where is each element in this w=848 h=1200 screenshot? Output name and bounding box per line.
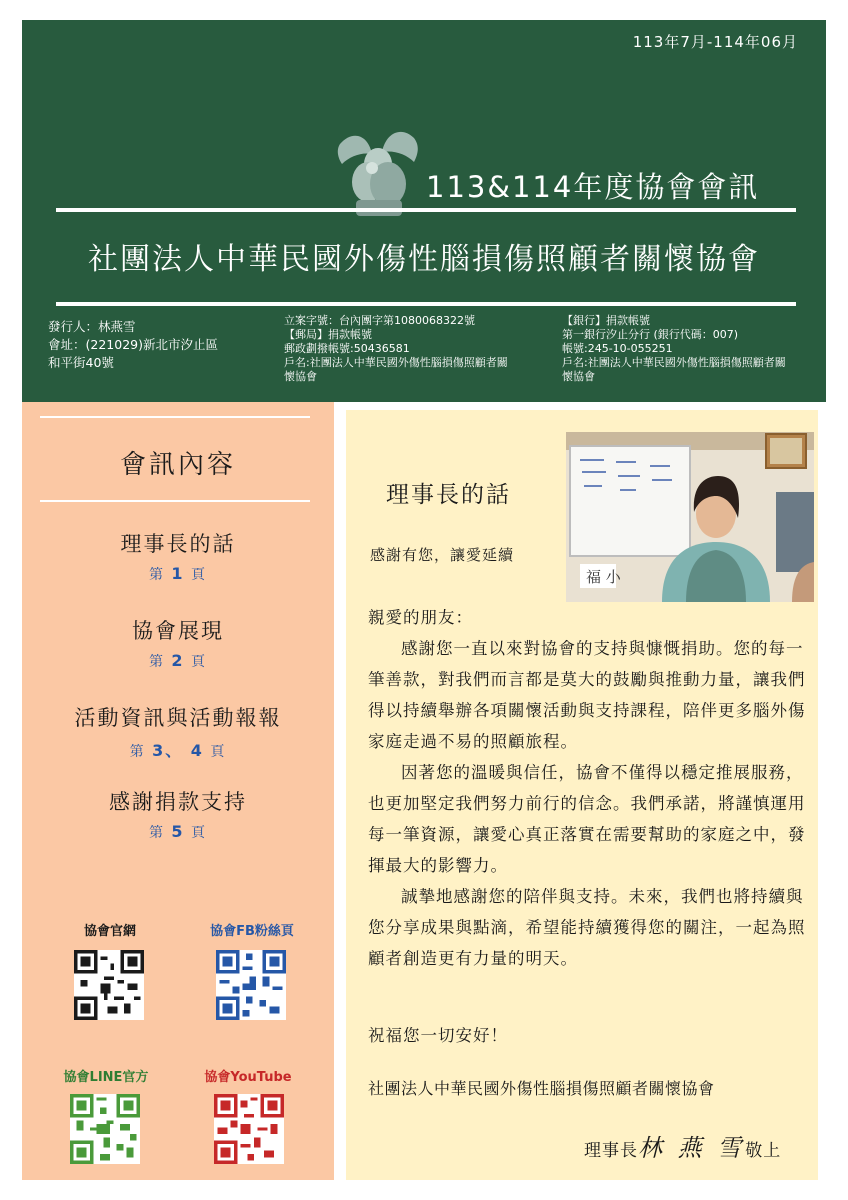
divider bbox=[40, 416, 310, 418]
divider bbox=[40, 500, 310, 502]
letter-subtitle: 感謝有您，讓愛延續 bbox=[370, 546, 515, 564]
paragraph: 誠摯地感謝您的陪伴與支持。未來，我們也將持續與您分享成果與點滴，希望能持續獲得您的關注，一起為照顧者創造更有力量的明天。 bbox=[368, 887, 806, 968]
toc-page: 第 2 頁 bbox=[148, 651, 208, 670]
qr-label-line: 協會LINE官方 bbox=[63, 1070, 149, 1085]
toc-item bbox=[22, 528, 334, 584]
post-account-name: 懷協會 bbox=[284, 370, 317, 383]
toc-item bbox=[22, 786, 334, 842]
divider bbox=[56, 302, 796, 306]
period: 113年7月-114年06月 bbox=[632, 33, 798, 51]
qr-code-website-icon[interactable] bbox=[74, 950, 144, 1020]
qr-code-facebook-icon[interactable] bbox=[216, 950, 286, 1020]
toc-item bbox=[22, 702, 334, 761]
post-heading: 【郵局】捐款帳號 bbox=[284, 328, 372, 341]
toc-page: 第 5 頁 bbox=[148, 822, 208, 841]
greeting: 親愛的朋友： bbox=[368, 608, 473, 627]
letter-title: 理事長的話 bbox=[386, 482, 511, 508]
president-signature bbox=[584, 1128, 781, 1163]
post-account: 郵政劃撥帳號:50436581 bbox=[284, 342, 410, 355]
qr-code-youtube-icon[interactable] bbox=[214, 1094, 284, 1164]
closing: 祝福您一切安好！ bbox=[368, 1026, 508, 1045]
publisher-line: 發行人：林燕雪 bbox=[48, 319, 136, 334]
issue-title: 113&114年度協會會訊 bbox=[426, 170, 760, 204]
qr-label-facebook: 協會FB粉絲頁 bbox=[210, 924, 294, 939]
bank-account-name: 戶名:社團法人中華民國外傷性腦損傷照顧者關 bbox=[562, 356, 786, 369]
president-letter bbox=[346, 410, 818, 1180]
org-name: 社團法人中華民國外傷性腦損傷照顧者關懷協會 bbox=[88, 242, 760, 277]
publisher-info bbox=[48, 318, 218, 372]
contents-sidebar bbox=[22, 402, 334, 1180]
bank-account-name: 懷協會 bbox=[562, 370, 595, 383]
toc-page: 第 1 頁 bbox=[148, 564, 208, 583]
paragraph: 感謝您一直以來對協會的支持與慷慨捐助。您的每一筆善款，對我們而言都是莫大的鼓勵與推動力量，讓我們得以持續舉辦各項關懷活動與支持課程，陪伴更多腦外傷家庭走過不易的照顧旅程。 bbox=[368, 639, 806, 751]
registration-line: 立案字號：台內團字第1080068322號 bbox=[284, 314, 475, 327]
address-line: 會址：(221029)新北市汐止區 bbox=[48, 337, 218, 352]
president-photo bbox=[566, 432, 814, 602]
photo-board-text: 福 小 bbox=[586, 568, 621, 586]
post-account-name: 戶名:社團法人中華民國外傷性腦損傷照顧者關 bbox=[284, 356, 508, 369]
toc-title: 理事長的話 bbox=[120, 532, 236, 556]
org-signature: 社團法人中華民國外傷性腦損傷照顧者關懷協會 bbox=[368, 1079, 715, 1098]
qr-code-line-icon[interactable] bbox=[70, 1094, 140, 1164]
sign-prefix: 理事長 bbox=[584, 1141, 638, 1161]
qr-label-website: 協會官網 bbox=[83, 924, 136, 939]
toc-title: 活動資訊與活動報報 bbox=[74, 706, 282, 730]
bank-account: 帳號:245-10-055251 bbox=[562, 342, 673, 355]
angel-logo-icon bbox=[332, 124, 422, 220]
sign-suffix: 敬上 bbox=[745, 1141, 782, 1161]
post-donation-info bbox=[284, 314, 508, 384]
qr-label-youtube: 協會YouTube bbox=[204, 1070, 292, 1085]
contents-title: 會訊內容 bbox=[119, 450, 236, 480]
toc-page: 第 3、 4 頁 bbox=[129, 741, 227, 760]
toc-item bbox=[22, 615, 334, 671]
letter-body bbox=[368, 602, 810, 974]
bank-branch: 第一銀行汐止分行 (銀行代碼：007) bbox=[562, 328, 739, 341]
address-line: 和平街40號 bbox=[48, 355, 114, 370]
toc-title: 感謝捐款支持 bbox=[109, 790, 247, 814]
handwritten-name: 林 燕 雪 bbox=[638, 1134, 746, 1162]
header-banner bbox=[22, 20, 826, 402]
paragraph: 因著您的溫暖與信任，協會不僅得以穩定推展服務，也更加堅定我們努力前行的信念。我們承諾，將謹慎運用每一筆資源，讓愛心真正落實在需要幫助的家庭之中，發揮最大的影響力。 bbox=[368, 763, 806, 875]
bank-donation-info bbox=[562, 314, 786, 384]
divider bbox=[56, 208, 796, 212]
bank-heading: 【銀行】捐款帳號 bbox=[562, 314, 650, 327]
toc-title: 協會展現 bbox=[132, 619, 224, 643]
